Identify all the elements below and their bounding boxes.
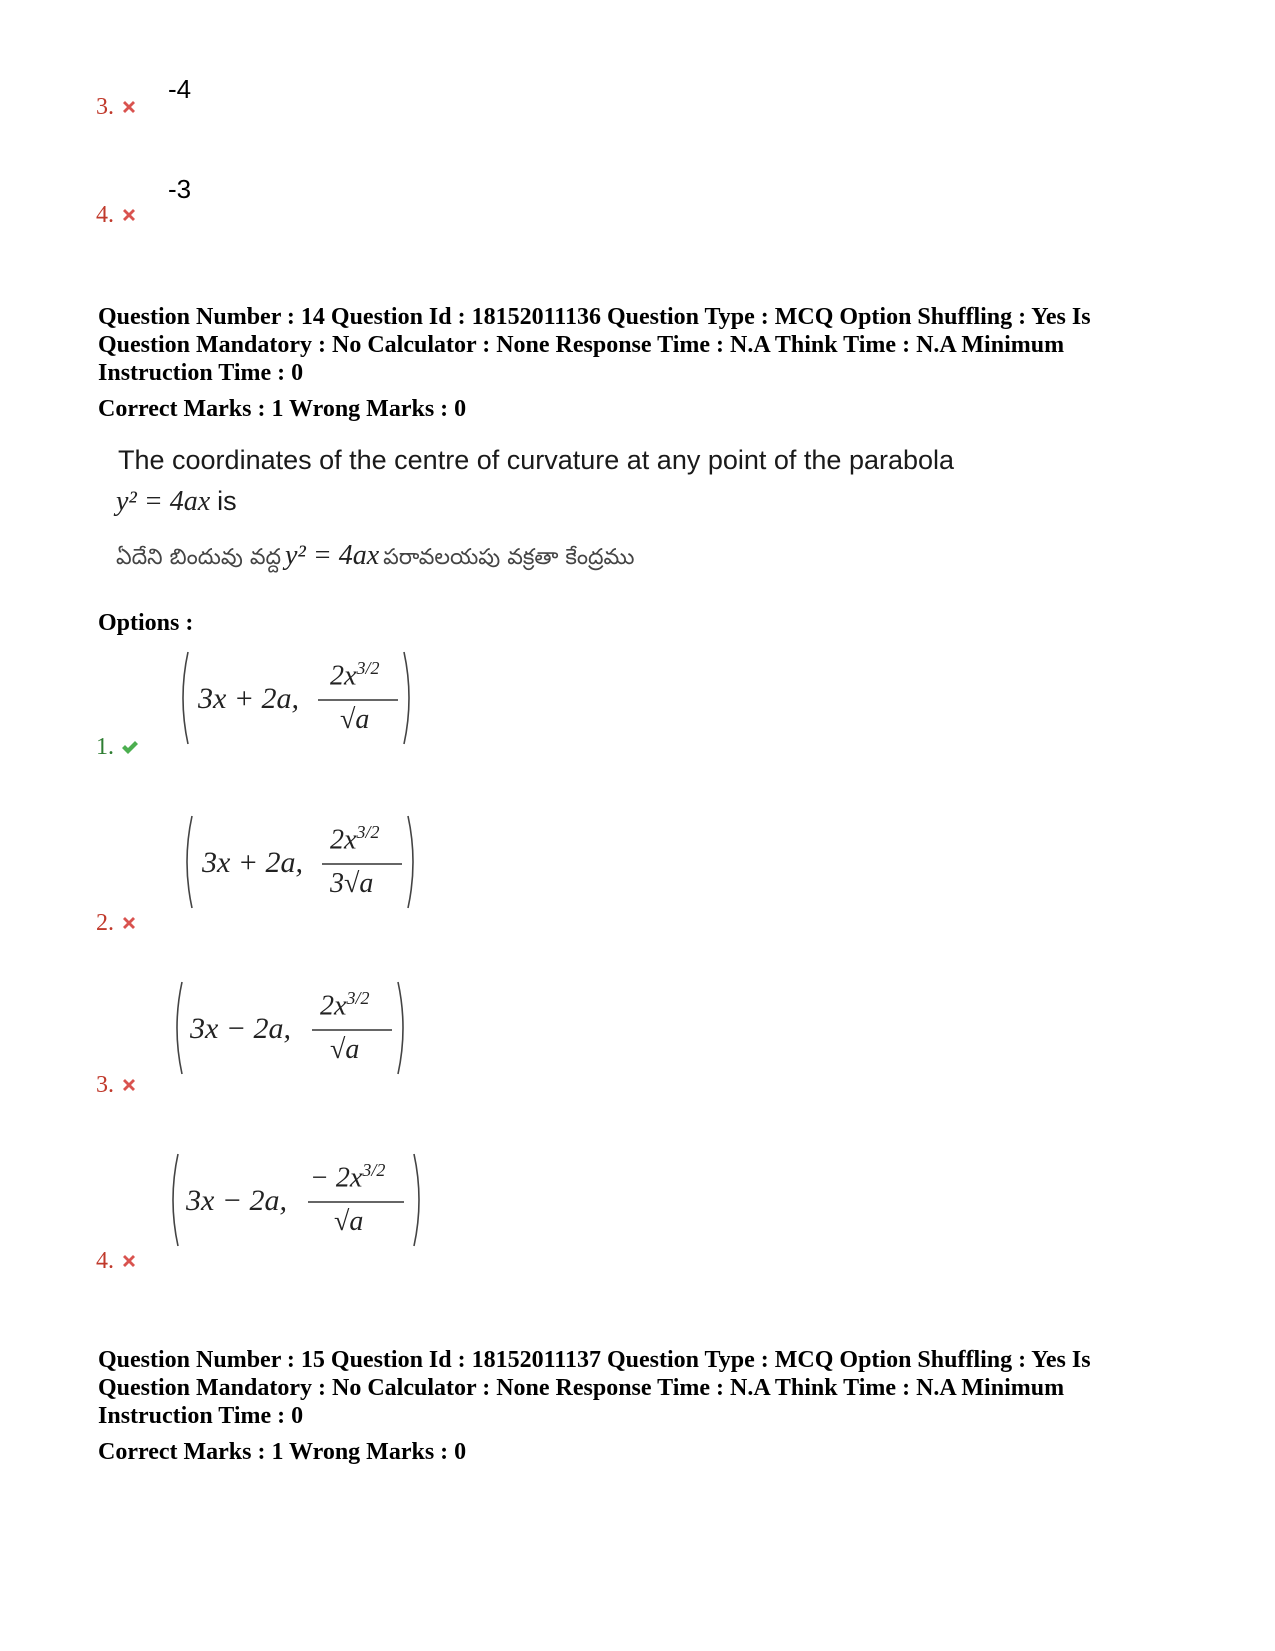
equation: y² = 4ax [116, 486, 211, 517]
q15-meta-line2: Question Mandatory : No Calculator : None Response Time : N.A Think Time : N.A Minimum [98, 1375, 1065, 1401]
q14-marks: Correct Marks : 1 Wrong Marks : 0 [98, 396, 467, 422]
cross-icon [120, 1252, 138, 1270]
prev-option-3-number [96, 94, 138, 121]
formula-numerator [330, 822, 379, 856]
option-number: 2. [96, 910, 114, 936]
option-number: 3. [96, 94, 114, 120]
cross-icon [120, 1076, 138, 1094]
cross-icon [120, 98, 138, 116]
numerator: 2x [330, 660, 357, 692]
telugu-text-1: ఏదేని బిందువు వద్ద [116, 545, 281, 570]
exponent: 3/2 [356, 658, 380, 678]
numerator: 2x [330, 824, 357, 856]
formula-first: 3x + 2a, [198, 682, 300, 715]
q14-meta-line2: Question Mandatory : No Calculator : None Response Time : N.A Think Time : N.A Minimum [98, 332, 1065, 358]
exponent: 3/2 [356, 822, 380, 842]
q14-option-3-formula [172, 978, 412, 1078]
q14-question-english: The coordinates of the centre of curvature at any point of the parabola [118, 445, 955, 475]
check-icon [120, 738, 138, 756]
telugu-equation: y² = 4ax [285, 540, 380, 571]
numerator: 2x [320, 990, 347, 1022]
formula-denominator: √a [340, 704, 370, 735]
q15-meta-line3: Instruction Time : 0 [98, 1403, 304, 1429]
options-label: Options : [98, 610, 194, 636]
q14-meta-line1: Question Number : 14 Question Id : 18152011136 Question Type : MCQ Option Shuffling : Yes Is [98, 304, 1091, 330]
q15-meta-line1: Question Number : 15 Question Id : 18152011137 Question Type : MCQ Option Shuffling : Yes Is [98, 1347, 1091, 1373]
option-number: 1. [96, 734, 114, 760]
q14-option-4-formula [168, 1150, 428, 1250]
q15-meta [98, 1346, 1158, 1466]
q14-option-2-number [96, 910, 138, 937]
formula-denominator: √a [334, 1206, 364, 1237]
prev-option-4-number [96, 202, 138, 229]
q14-option-3-number [96, 1072, 138, 1099]
telugu-text-2: పరావలయపు వక్రతా కేంద్రము [383, 545, 635, 570]
formula-numerator [320, 988, 369, 1022]
numerator: − 2x [310, 1162, 363, 1194]
formula-numerator [310, 1160, 385, 1194]
exponent: 3/2 [346, 988, 370, 1008]
cross-icon [120, 914, 138, 932]
prev-option-4-answer: -3 [168, 174, 192, 204]
formula-denominator: √a [330, 1034, 360, 1065]
q14-meta [98, 303, 1158, 423]
formula-first: 3x − 2a, [186, 1184, 288, 1217]
cross-icon [120, 206, 138, 224]
option-number: 4. [96, 202, 114, 228]
q14-option-4-number [96, 1248, 138, 1275]
formula-first: 3x − 2a, [190, 1012, 292, 1045]
q15-marks: Correct Marks : 1 Wrong Marks : 0 [98, 1439, 467, 1465]
option-number: 3. [96, 1072, 114, 1098]
option-number: 4. [96, 1248, 114, 1274]
exponent: 3/2 [362, 1160, 386, 1180]
formula-numerator [330, 658, 379, 692]
question-is: is [217, 486, 237, 516]
q14-option-1-formula [178, 648, 418, 748]
prev-option-3-answer: -4 [168, 74, 192, 104]
q14-question-english-equation [116, 486, 237, 518]
q14-question-telugu [116, 540, 634, 575]
q14-option-1-number [96, 734, 138, 761]
formula-first: 3x + 2a, [202, 846, 304, 879]
formula-denominator: 3√a [330, 868, 374, 899]
q14-option-2-formula [182, 812, 422, 912]
q14-meta-line3: Instruction Time : 0 [98, 360, 304, 386]
